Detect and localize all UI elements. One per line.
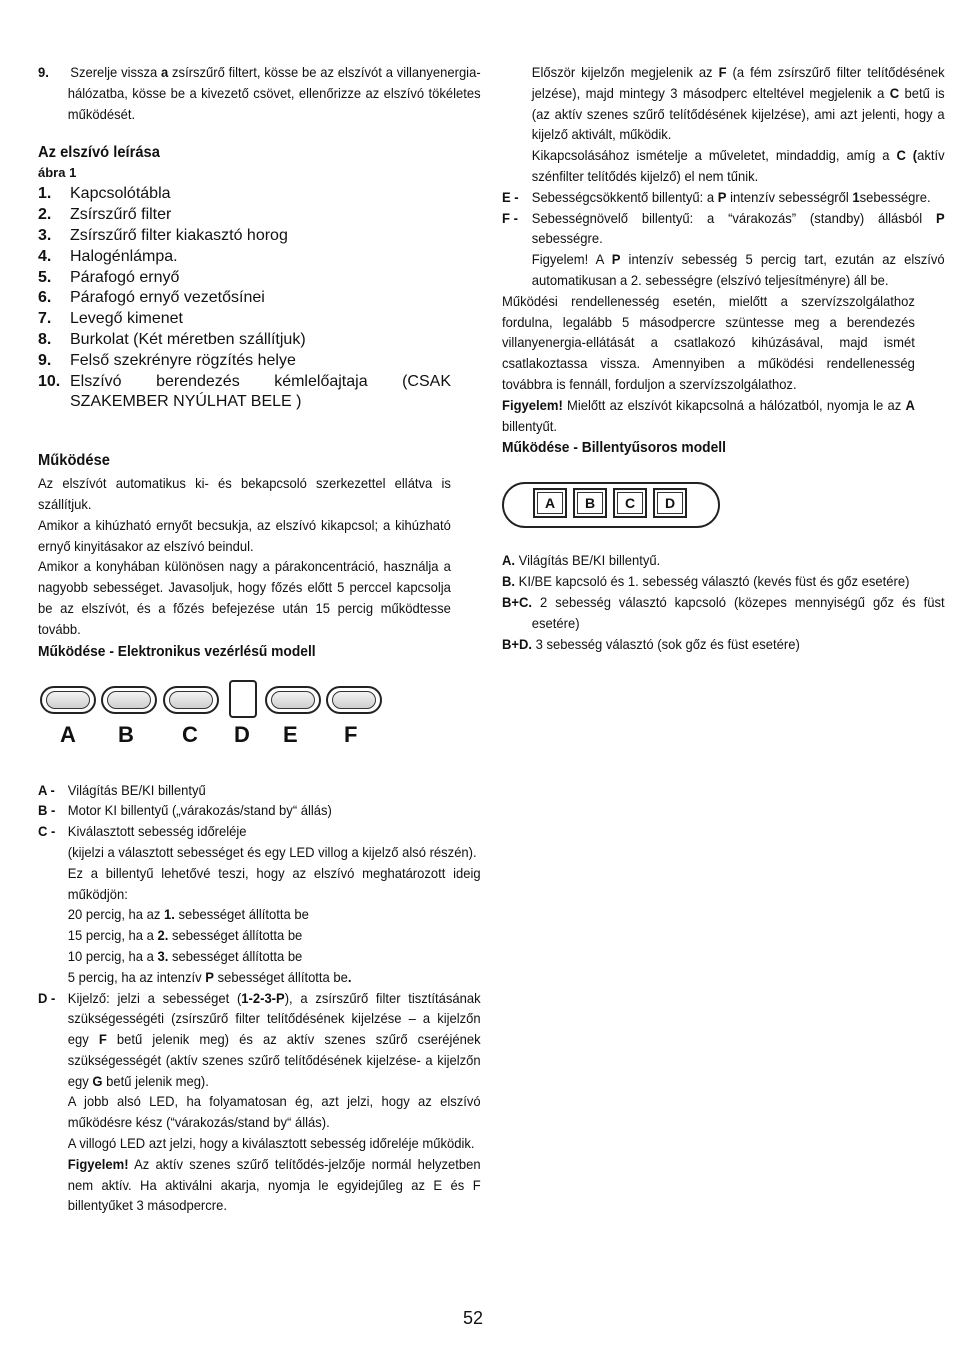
key-f-label: F - <box>502 209 518 226</box>
part-label: Párafogó ernyő <box>70 268 180 286</box>
key-button-c[interactable]: C <box>613 488 647 518</box>
key-a-text: Világítás BE/KI billentyű <box>67 781 206 798</box>
parts-list-item <box>38 184 451 205</box>
parts-list-item <box>38 351 451 372</box>
key-e-label: E - <box>502 188 519 205</box>
light-button[interactable] <box>40 686 96 714</box>
key-f-item: F - Sebességnövelő billentyű: a “várakozás” (standby) állásból P sebességre. <box>502 209 945 247</box>
parts-list <box>38 184 451 413</box>
key-d-label: D - <box>38 989 56 1006</box>
part-number: 3. <box>38 226 52 244</box>
timer-20: 20 percig, ha az 1. sebességet állította be <box>67 906 309 923</box>
step-9-text-end: zsírszűrő filtert, kösse be az elszívót a villanyenergia-hálózatba, kösse be a kivezető csövet, ellenőrizze az elszívó tökéletes működését. <box>67 64 481 122</box>
key-button-d[interactable]: D <box>653 488 687 518</box>
electronic-control-panel <box>38 680 451 780</box>
display-sequence: Először kijelzőn megjelenik az F (a fém zsírszűrő filter telítődésének jelzése), majd mintegy 3 másodperc elteltével megjelenik a C betű is (az aktív szenes szűrő telítődésének kijelzése), ami azt jelenti, hogy a kijelző aktivált, működik. <box>531 64 945 143</box>
key-b-label: B - <box>38 802 56 819</box>
step-9-bold: a <box>161 64 169 80</box>
key-a-item <box>38 780 481 801</box>
fault-paragraph: Működési rendellenesség esetén, mielőtt a szervízszolgálathoz fordulna, legalább 5 másodpercre szüntesse meg a berendezés villanyenergia-ellátását a csatlakozó kihúzásával, majd ismét csatlakoztassa vissza. Amennyiben a működési rendellenesség továbbra is fennáll, forduljon a szervízszolgálathoz. <box>502 292 915 392</box>
parts-list-item <box>38 226 451 247</box>
operation-heading: Működése <box>38 452 110 470</box>
part-number: 2. <box>38 206 52 224</box>
panel-letter-f: F <box>344 721 358 747</box>
parts-list-item <box>38 372 451 414</box>
parts-list-item <box>38 330 451 351</box>
key-a-label: A - <box>38 781 55 798</box>
part-label: Burkolat (Két méretben szállítjuk) <box>70 330 306 348</box>
key-b-item <box>38 800 481 821</box>
part-label: Elszívó berendezés kémlelőajtaja (CSAK SZAKEMBER NYÚLHAT BELE ) <box>70 372 451 411</box>
part-label: Felső szekrényre rögzítés helye <box>70 351 296 369</box>
step-9-number: 9. <box>38 64 49 80</box>
step-9 <box>38 62 481 124</box>
timer-10: 10 percig, ha a 3. sebességet állította be <box>67 947 303 964</box>
page-number: 52 <box>463 1308 484 1328</box>
part-number: 1. <box>38 185 52 203</box>
keyboard-model-heading: Működése - Billentyűsoros modell <box>502 439 726 457</box>
key-b-text: Motor KI billentyű („várakozás/stand by“ állás) <box>67 802 332 819</box>
key-d-warning: Figyelem! Az aktív szenes szűrő telítődés-jelzője normál helyzetben nem aktív. Ha aktiválni akarja, nyomja le egyidejűleg az E és F billentyűket 3 másodpercre. <box>67 1155 481 1214</box>
operation-p1: Az elszívót automatikus ki- és bekapcsoló szerkezettel ellátva is szállítjuk. <box>38 475 451 512</box>
panel-letter-d: D <box>234 721 250 747</box>
keyboard-b: B. KI/BE kapcsoló és 1. sebesség választó (kevés füst és gőz esetére) <box>502 573 910 590</box>
parts-list-item <box>38 288 451 309</box>
parts-list-item <box>38 205 451 226</box>
key-button-a[interactable]: A <box>533 488 567 518</box>
panel-letter-c: C <box>182 721 198 747</box>
key-d-item: D - Kijelző: jelzi a sebességet (1-2-3-P), a zsírszűrő filter tisztításának szükségességéti (zsírszűrő filter telítődésének kijelzése – a kijelzőn egy F betű jelenik meg) és az aktív szenes szűrő cseréjének szükségességét (aktív szenes szűrő telítődésének kijelzése- a kijelzőn egy G betű jelenik meg). <box>38 989 481 1089</box>
part-number: 10. <box>38 372 61 390</box>
keyboard-bc: B+C. 2 sebesség választó kapcsoló (közepes mennyiségű gőz és füst esetére) <box>502 593 945 631</box>
motor-off-button[interactable] <box>101 686 157 714</box>
key-c-p2: (kijelzi a választott sebességet és egy LED villog a kijelző alsó részén). <box>67 843 477 860</box>
timer-5: 5 percig, ha az intenzív P sebességet állította be. <box>67 968 352 985</box>
panel-letter-b: B <box>118 721 134 747</box>
key-c-label: C - <box>38 823 56 840</box>
keyboard-control-panel <box>502 478 915 542</box>
keyboard-bd: B+D. 3 sebesség választó (sok gőz és füst esetére) <box>502 635 800 652</box>
speed-down-button[interactable] <box>265 686 321 714</box>
part-label: Halogénlámpa. <box>70 247 178 265</box>
part-number: 8. <box>38 330 52 348</box>
key-f-warning: Figyelem! A P intenzív sebesség 5 percig tart, ezután az elszívó automatikusan a 2. sebességre (elszívó teljesítményre) áll be. <box>531 251 945 288</box>
speed-up-button[interactable] <box>326 686 382 714</box>
timer-button[interactable] <box>163 686 219 714</box>
key-button-b[interactable]: B <box>573 488 607 518</box>
display-off: Kikapcsolásához ismételje a műveletet, mindaddig, amíg a C (aktív szénfilter telítődés kijelző) el nem tűnik. <box>531 147 945 184</box>
keyboard-a: A. Világítás BE/KI billentyű. <box>502 552 661 569</box>
electronic-model-heading: Működése - Elektronikus vezérlésű modell <box>38 642 316 660</box>
parts-list-item <box>38 309 451 330</box>
key-e-item: E - Sebességcsökkentő billentyű: a P intenzív sebességről 1sebességre. <box>502 187 945 208</box>
operation-p3: Amikor a konyhában különösen nagy a párakoncentráció, használja a nagyobb sebességet. Javasoljuk, hogy főzés előtt 5 perccel kapcsolja be az elszívót, és a főzés befejezése után 15 percig működtesse tovább. <box>38 558 451 637</box>
figure-label: ábra 1 <box>38 165 77 181</box>
key-c-item <box>38 821 481 842</box>
key-d-p2: A jobb alsó LED, ha folyamatosan ég, azt jelzi, hogy az elszívó működésre kész (“várakozás/stand by“ állás). <box>67 1093 481 1131</box>
part-number: 9. <box>38 351 52 369</box>
key-d-p3: A villogó LED azt jelzi, hogy a kiválasztott sebesség időreléje működik. <box>67 1135 475 1152</box>
timer-15: 15 percig, ha a 2. sebességet állította be <box>67 927 303 944</box>
part-label: Zsírszűrő filter <box>70 206 172 224</box>
part-number: 4. <box>38 247 52 265</box>
power-warning: Figyelem! Mielőtt az elszívót kikapcsolná a hálózatból, nyomja le az A billentyűt. <box>502 396 915 434</box>
part-number: 6. <box>38 289 52 307</box>
key-c-text: Kiválasztott sebesség időreléje <box>67 823 247 840</box>
part-number: 7. <box>38 310 52 328</box>
part-label: Levegő kimenet <box>70 310 183 328</box>
part-label: Zsírszűrő filter kiakasztó horog <box>70 226 288 244</box>
display <box>229 680 257 718</box>
key-c-p3: Ez a billentyű lehetővé teszi, hogy az elszívó meghatározott ideig működjön: <box>67 864 481 902</box>
operation-p2: Amikor a kihúzható ernyőt becsukja, az elszívó kikapcsol; a kihúzható ernyő kinyitásakor az elszívó beindul. <box>38 516 451 554</box>
parts-list-item <box>38 247 451 268</box>
panel-letter-a: A <box>60 721 76 747</box>
panel-letter-e: E <box>283 721 298 747</box>
part-number: 5. <box>38 268 52 286</box>
parts-list-item <box>38 268 451 289</box>
right-column <box>502 62 945 654</box>
part-label: Párafogó ernyő vezetősínei <box>70 289 265 307</box>
step-9-text: Szerelje vissza <box>70 64 162 80</box>
left-column <box>38 62 481 1216</box>
description-heading: Az elszívó leírása <box>38 144 160 162</box>
part-label: Kapcsolótábla <box>70 185 171 203</box>
